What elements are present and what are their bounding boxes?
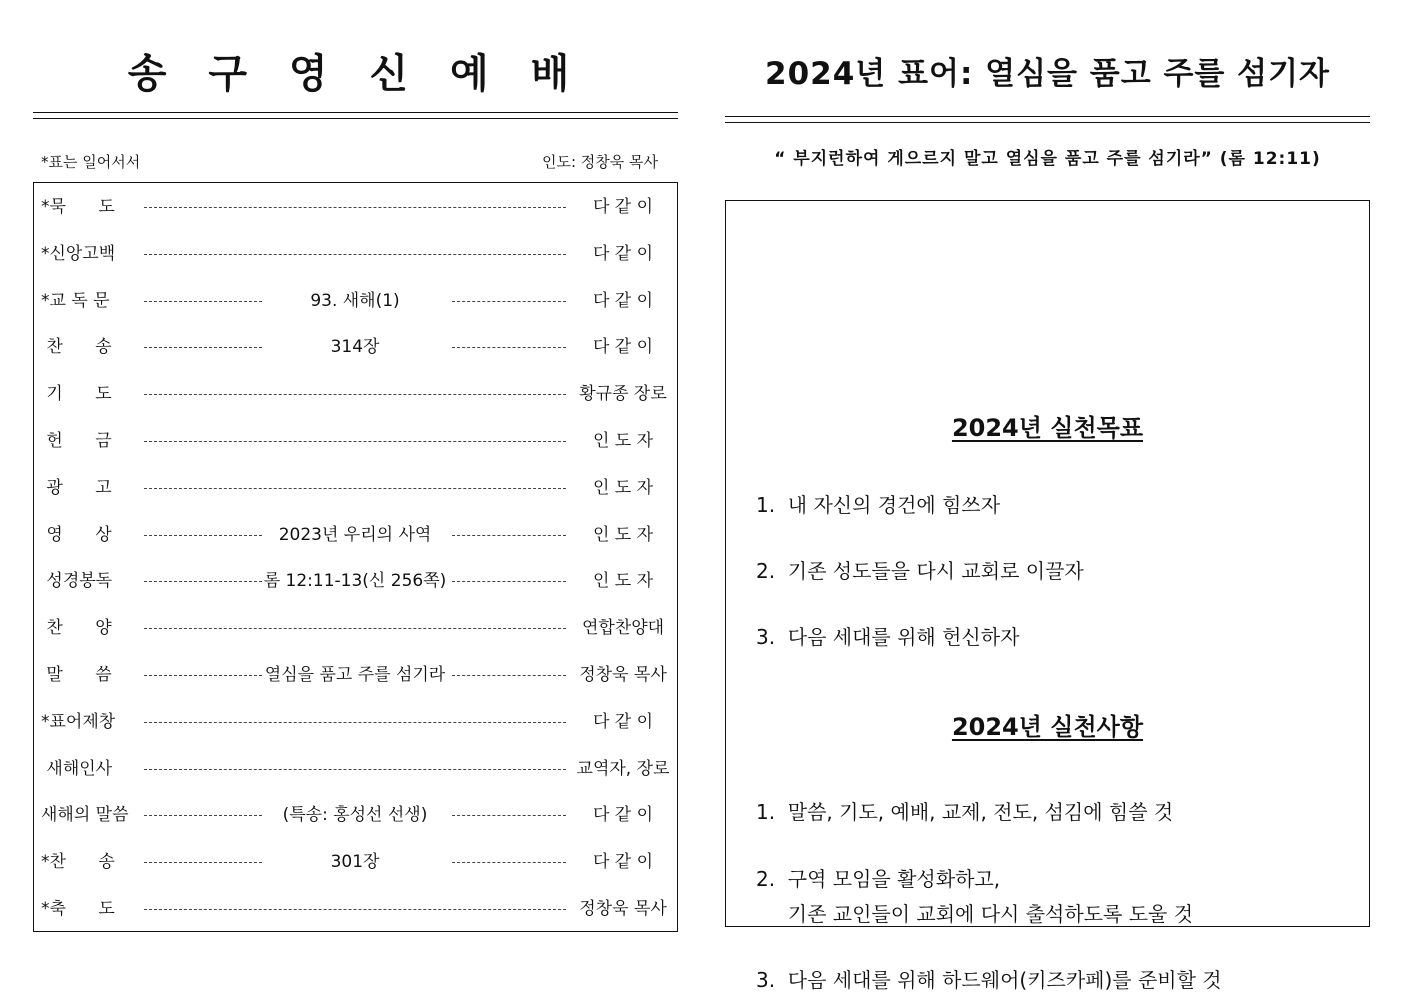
order-item-label: 성경봉독 [41,571,113,592]
order-item [34,426,677,456]
order-item-person: 다 같 이 [592,290,654,311]
dotted-leader [144,894,566,924]
order-item-label: 찬 송 [41,337,112,358]
order-item [34,192,677,222]
goal-item: 1. 내 자신의 경건에 힘쓰자 [756,493,1001,517]
action-item: 1. 말씀, 기도, 예배, 교제, 전도, 섬김에 힘쓸 것 [756,800,1174,824]
dotted-leader [144,379,566,409]
order-item-label: 찬 양 [41,618,112,639]
order-item-person: 다 같 이 [592,805,654,826]
order-item-label: *표어제창 [41,711,116,732]
stand-note: *표는 일어서서 [41,153,141,171]
goal-item: 3. 다음 세대를 위해 헌신하자 [756,625,1020,649]
order-item [34,660,677,690]
order-item [34,286,677,316]
order-item [34,847,677,877]
order-item-person: 교역자, 장로 [576,758,670,779]
order-item [34,239,677,269]
goal-item: 2. 기존 성도들을 다시 교회로 이끌자 [756,559,1084,583]
order-item-label: *묵 도 [41,197,115,217]
order-item-person: 다 같 이 [592,243,654,264]
dotted-leader [144,473,566,503]
order-item-person: 인 도 자 [592,524,654,545]
order-item [34,566,677,596]
order-item-detail: 314장 [330,337,380,358]
order-item-label: 말 씀 [41,665,112,685]
order-item [34,613,677,643]
practice-items-title: 2024년 실천사항 [951,713,1144,741]
order-item-label: 광 고 [41,477,112,498]
order-item-person: 정창욱 목사 [579,665,667,685]
order-item [34,707,677,737]
order-item-label: 영 상 [41,524,112,545]
order-item-person: 인 도 자 [592,431,654,451]
action-item: 기존 교인들이 교회에 다시 출석하도록 도울 것 [756,902,1194,926]
order-item-person: 다 같 이 [592,337,654,358]
motto-title: 2024년 표어: 열심을 품고 주를 섬기자 [765,56,1330,92]
order-item-label: *교 독 문 [41,290,110,311]
order-item-person: 정창욱 목사 [579,899,667,919]
order-item-person: 인 도 자 [592,571,654,592]
order-item-detail: (특송: 홍성선 선생) [282,805,428,826]
practice-goals-title: 2024년 실천목표 [951,414,1144,442]
order-item [34,754,677,784]
order-item [34,894,677,924]
worship-title: 송 구 영 신 예 배 [127,51,584,97]
order-item [34,332,677,362]
dotted-leader [144,754,566,784]
order-item-label: *신앙고백 [41,243,116,264]
dotted-leader [144,707,566,737]
dotted-leader [144,426,566,456]
action-item: 3. 다음 세대를 위해 하드웨어(키즈카페)를 준비할 것 [756,968,1222,992]
order-item-label: *찬 송 [41,852,115,873]
order-item-person: 연합찬양대 [581,618,665,639]
order-item [34,473,677,503]
order-item-person: 다 같 이 [592,711,654,732]
order-item-person: 다 같 이 [592,852,654,873]
order-item-label: *축 도 [41,899,115,919]
dotted-leader [144,192,566,222]
order-item-detail: 93. 새해(1) [310,290,400,311]
order-item-label: 기 도 [41,384,112,405]
goals-box [725,200,1370,992]
worship-order-list [33,182,678,932]
order-item-detail: 열심을 품고 주를 섬기라 [264,665,446,685]
action-item: 2. 구역 모임을 활성화하고, [756,867,1001,891]
title-divider [33,112,678,119]
order-item [34,379,677,409]
order-item-label: 새해인사 [41,758,113,779]
order-item-label: 헌 금 [41,431,112,451]
motto-divider [725,116,1370,123]
order-item-detail: 301장 [330,852,380,873]
order-item-person: 인 도 자 [592,477,654,498]
motto-verse: “ 부지런하여 게으르지 말고 열심을 품고 주를 섬기라” (롬 12:11) [774,149,1321,169]
order-item-detail: 롬 12:11-13(신 256쪽) [263,571,447,592]
worship-leader: 인도: 정창욱 목사 [541,153,658,171]
order-item-detail: 2023년 우리의 사역 [278,524,432,545]
dotted-leader [144,239,566,269]
dotted-leader [144,613,566,643]
order-item-person: 황규종 장로 [579,384,667,405]
order-item-person: 다 같 이 [592,197,654,217]
order-item [34,520,677,550]
order-item-label: 새해의 말씀 [41,805,129,826]
order-item [34,800,677,830]
